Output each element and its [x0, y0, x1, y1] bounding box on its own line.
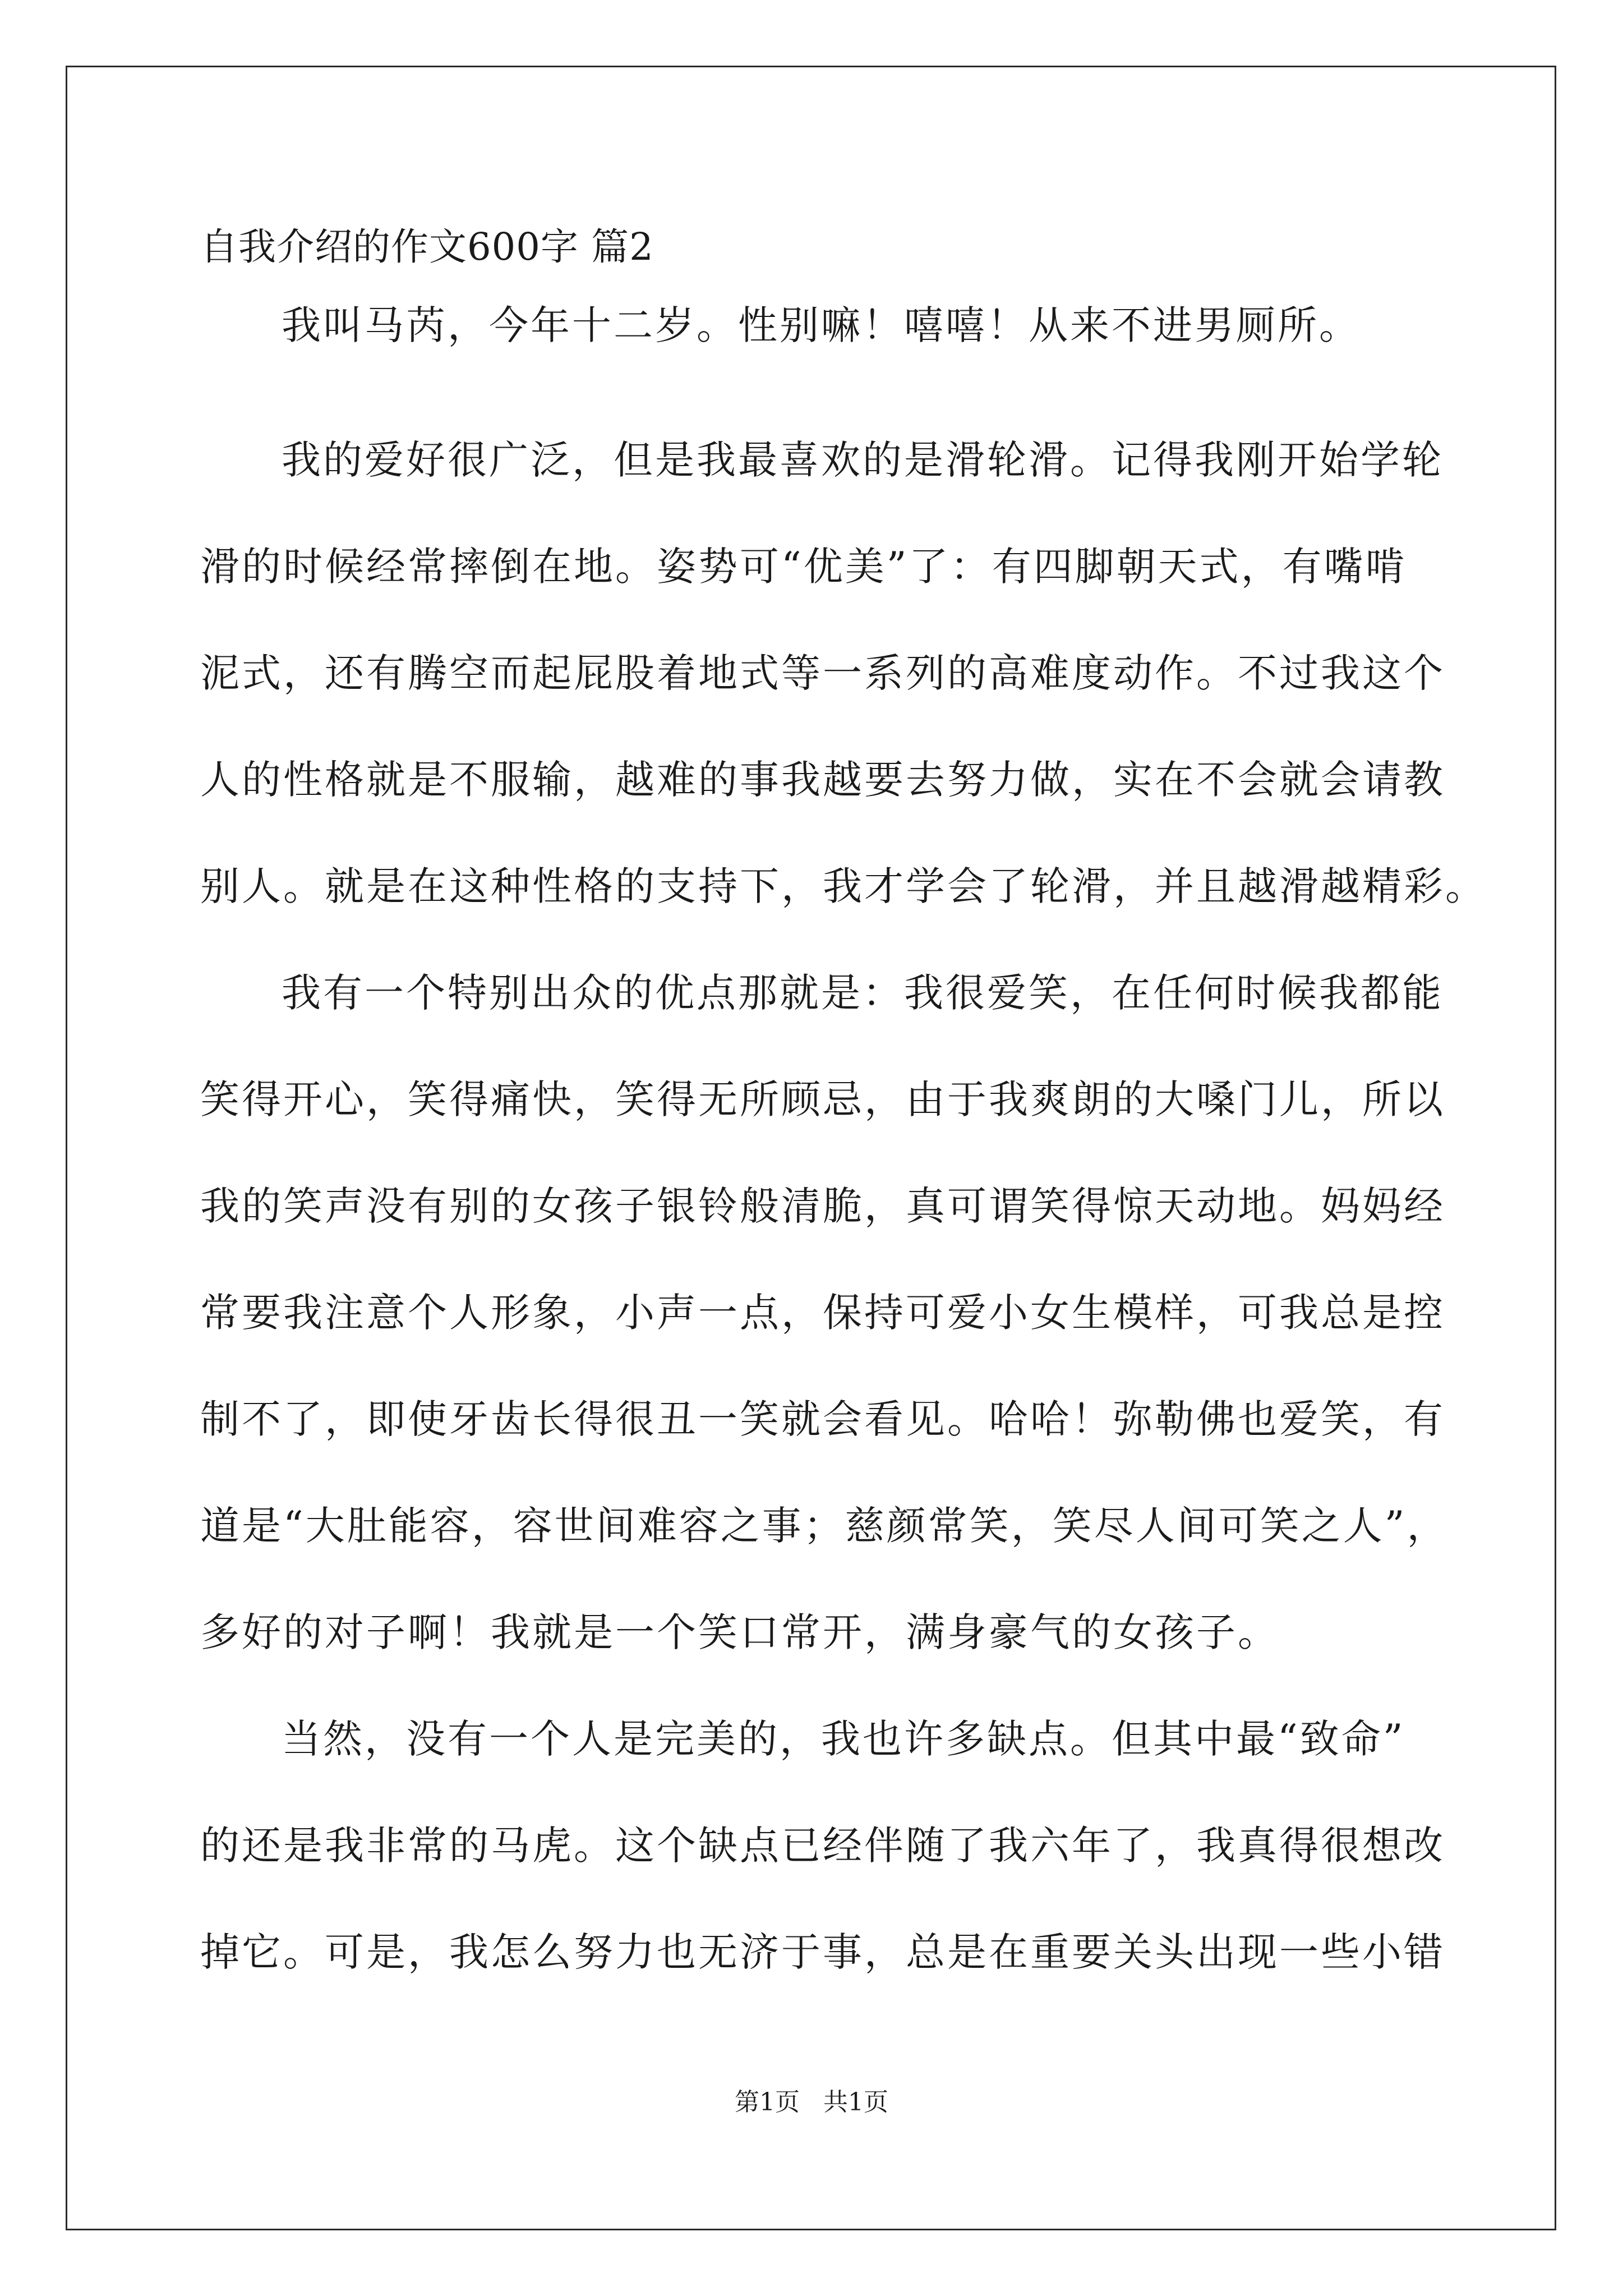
- text-line: 泥式，还有腾空而起屁股着地式等一系列的高难度动作。不过我这个: [200, 650, 1445, 696]
- text-line: 我的笑声没有别的女孩子银铃般清脆，真可谓笑得惊天动地。妈妈经: [200, 1183, 1445, 1229]
- page-footer: 第1页 共1页: [735, 2088, 888, 2116]
- page-border: [66, 66, 1556, 2230]
- text-line: 滑的时候经常摔倒在地。姿势可“优美”了：有四脚朝天式，有嘴啃: [200, 544, 1407, 590]
- text-line: 我有一个特别出众的优点那就是：我很爱笑，在任何时候我都能: [282, 970, 1444, 1016]
- text-line: 多好的对子啊！我就是一个笑口常开，满身豪气的女孩子。: [200, 1609, 1279, 1655]
- text-line: 道是“大肚能容，容世间难容之事；慈颜常笑，笑尽人间可笑之人”，: [200, 1503, 1449, 1549]
- text-line: 别人。就是在这种性格的支持下，我才学会了轮滑，并且越滑越精彩。: [200, 863, 1487, 909]
- text-line: 当然，没有一个人是完美的，我也许多缺点。但其中最“致命”: [282, 1716, 1405, 1762]
- text-line: 我的爱好很广泛，但是我最喜欢的是滑轮滑。记得我刚开始学轮: [282, 437, 1444, 483]
- text-line: 常要我注意个人形象，小声一点，保持可爱小女生模样，可我总是控: [200, 1290, 1445, 1336]
- text-line: 的还是我非常的马虎。这个缺点已经伴随了我六年了，我真得很想改: [200, 1823, 1445, 1869]
- text-line: 我叫马芮，今年十二岁。性别嘛！嘻嘻！从来不进男厕所。: [282, 302, 1361, 348]
- text-line: 人的性格就是不服输，越难的事我越要去努力做，实在不会就会请教: [200, 757, 1445, 803]
- text-line: 笑得开心，笑得痛快，笑得无所顾忌，由于我爽朗的大嗓门儿，所以: [200, 1076, 1445, 1122]
- text-line: 掉它。可是，我怎么努力也无济于事，总是在重要关头出现一些小错: [200, 1929, 1445, 1975]
- document-title: 自我介绍的作文600字 篇2: [200, 225, 654, 269]
- text-line: 制不了，即使牙齿长得很丑一笑就会看见。哈哈！弥勒佛也爱笑，有: [200, 1396, 1445, 1442]
